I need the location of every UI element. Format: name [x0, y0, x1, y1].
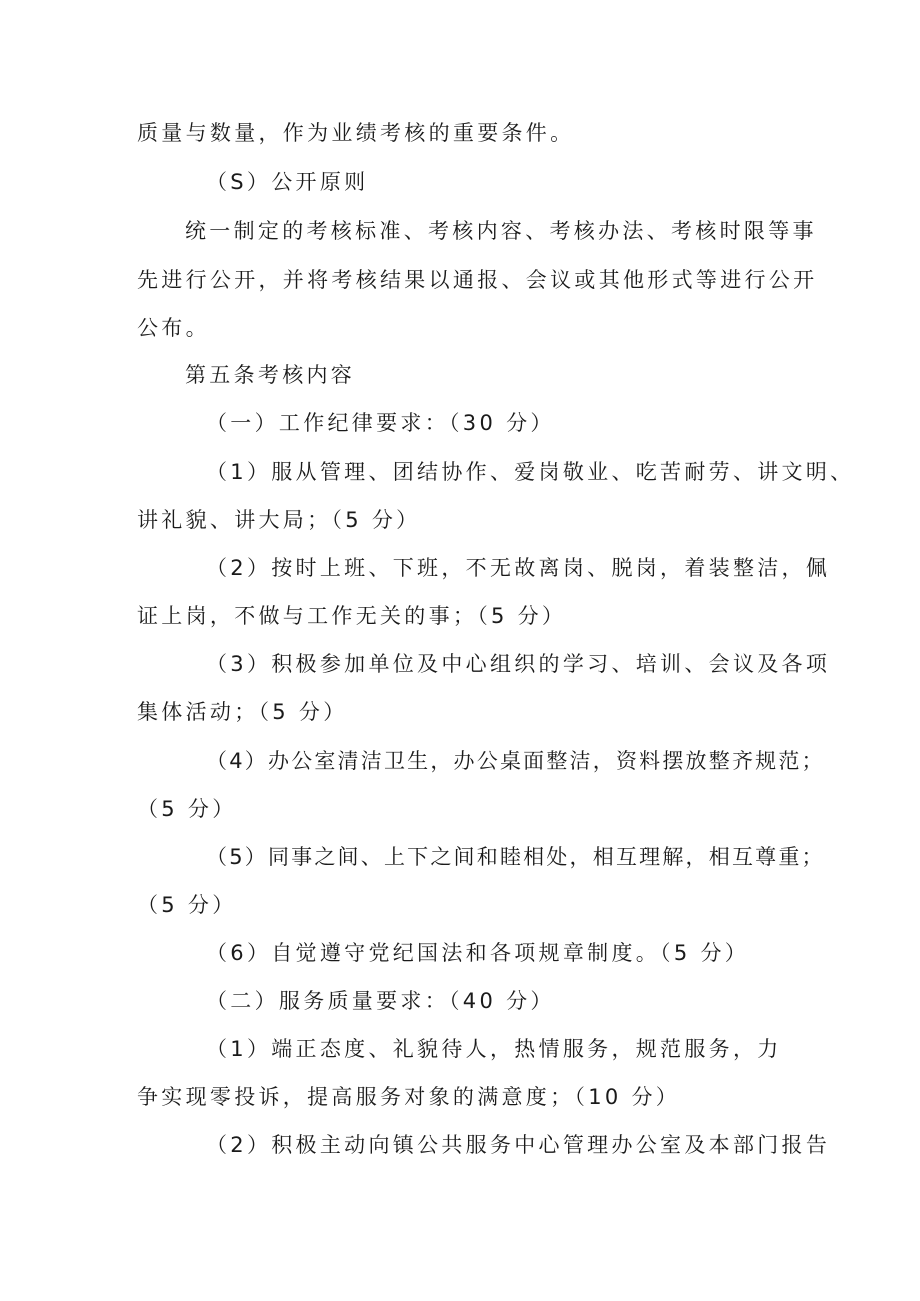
- list-item-line: （1）端正态度、礼貌待人，热情服务，规范服务，力: [206, 1037, 782, 1061]
- paragraph-line: 公布。: [137, 316, 210, 340]
- subsection-heading: （二）服务质量要求：（40 分）: [206, 989, 555, 1013]
- list-item-line: 争实现零投诉，提高服务对象的满意度；（10 分）: [137, 1085, 681, 1109]
- list-item-line: 讲礼貌、讲大局；（5 分）: [137, 508, 421, 532]
- subsection-heading: （一）工作纪律要求：（30 分）: [206, 411, 555, 435]
- list-item-line: （2）按时上班、下班，不无故离岗、脱岗，着装整洁，佩: [206, 556, 831, 580]
- list-item-line: （4）办公室清洁卫生，办公桌面整洁，资料摆放整齐规范；: [206, 749, 825, 773]
- list-item-line: （1）服从管理、团结协作、爱岗敬业、吃苦耐劳、讲文明、: [206, 460, 855, 484]
- paragraph-line: 质量与数量，作为业绩考核的重要条件。: [137, 121, 575, 145]
- list-item-line: （5 分）: [137, 893, 237, 917]
- article-heading: 第五条考核内容: [185, 363, 356, 387]
- list-item-line: （5 分）: [137, 797, 237, 821]
- list-item-line: （2）积极主动向镇公共服务中心管理办公室及本部门报告: [206, 1133, 831, 1157]
- paragraph-line: 统一制定的考核标准、考核内容、考核办法、考核时限等事: [185, 219, 817, 243]
- list-item-line: （6）自觉遵守党纪国法和各项规章制度。（5 分）: [206, 941, 750, 965]
- list-item-line: （5）同事之间、上下之间和睦相处，相互理解，相互尊重；: [206, 845, 825, 869]
- list-item-line: 证上岗，不做与工作无关的事；（5 分）: [137, 604, 567, 628]
- section-heading: （S）公开原则: [206, 170, 369, 194]
- paragraph-line: 先进行公开，并将考核结果以通报、会议或其他形式等进行公开: [137, 268, 818, 292]
- list-item-line: 集体活动；（5 分）: [137, 700, 348, 724]
- list-item-line: （3）积极参加单位及中心组织的学习、培训、会议及各项: [206, 652, 831, 676]
